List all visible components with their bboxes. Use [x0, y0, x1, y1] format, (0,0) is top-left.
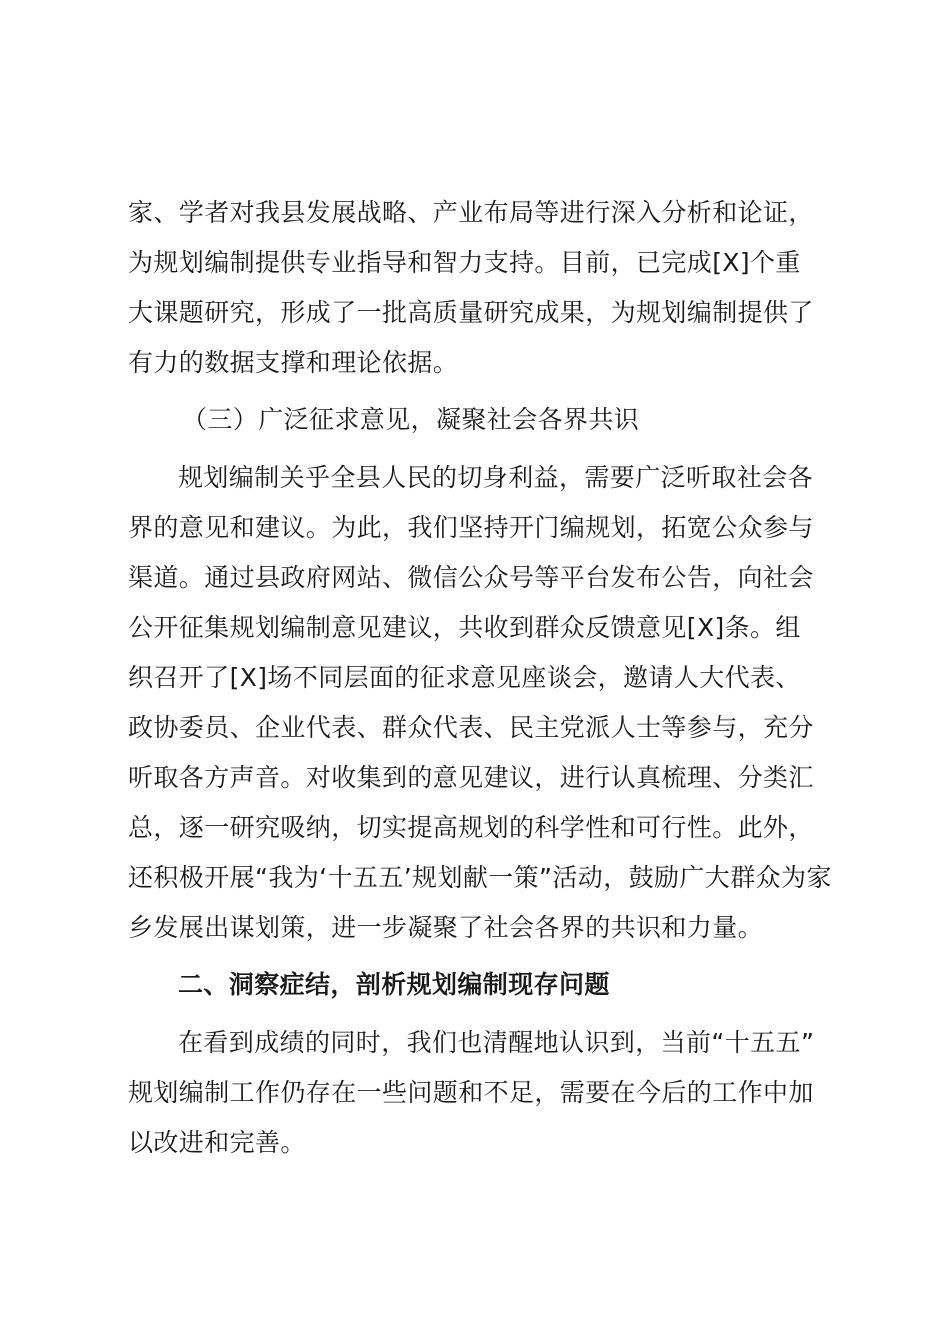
para1-line-4: 有力的数据支撑和理论依据。 — [128, 348, 459, 377]
section-heading-two: 二、洞察症结，剖析规划编制现存问题 — [178, 970, 610, 999]
para2-line-2: 界的意见和建议。为此，我们坚持开门编规划，拓宽公众参与 — [128, 513, 814, 542]
para3-line-1: 在看到成绩的同时，我们也清醒地认识到，当前“十五五” — [178, 1028, 815, 1057]
para2-line-4: 公开征集规划编制意见建议，共收到群众反馈意见[X]条。组 — [128, 613, 801, 642]
para2-line-3: 渠道。通过县政府网站、微信公众号等平台发布公告，向社会 — [128, 563, 814, 592]
para3-line-2: 规划编制工作仍存在一些问题和不足，需要在今后的工作中加 — [128, 1078, 814, 1107]
subheading-three: （三）广泛征求意见，凝聚社会各界共识 — [182, 405, 640, 434]
para2-line-6: 政协委员、企业代表、群众代表、民主党派人士等参与，充分 — [128, 713, 814, 742]
para1-line-3: 大课题研究，形成了一批高质量研究成果，为规划编制提供了 — [128, 298, 814, 327]
para3-line-3: 以改进和完善。 — [128, 1128, 306, 1157]
para2-line-9: 还积极开展“我为‘十五五’规划献一策”活动，鼓励广大群众为家 — [128, 863, 832, 892]
para1-line-1: 家、学者对我县发展战略、产业布局等进行深入分析和论证， — [128, 198, 814, 227]
para2-line-1: 规划编制关乎全县人民的切身利益，需要广泛听取社会各 — [178, 463, 814, 492]
para2-line-5: 织召开了[X]场不同层面的征求意见座谈会，邀请人大代表、 — [128, 663, 801, 692]
para2-line-10: 乡发展出谋划策，进一步凝聚了社会各界的共识和力量。 — [128, 913, 764, 942]
para2-line-8: 总，逐一研究吸纳，切实提高规划的科学性和可行性。此外， — [128, 813, 814, 842]
para1-line-2: 为规划编制提供专业指导和智力支持。目前，已完成[X]个重 — [128, 248, 801, 277]
para2-line-7: 听取各方声音。对收集到的意见建议，进行认真梳理、分类汇 — [128, 763, 814, 792]
